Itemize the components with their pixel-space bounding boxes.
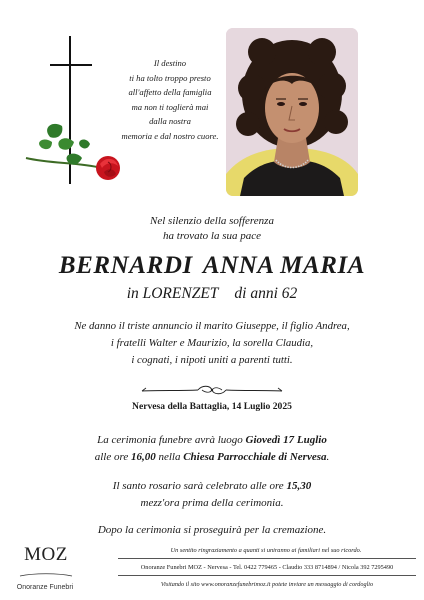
logo-text: MOZ bbox=[24, 544, 68, 565]
announcement-line: Ne danno il triste annuncio il marito Giuseppe, il figlio Andrea, bbox=[74, 320, 350, 332]
ceremony-info bbox=[0, 432, 424, 465]
deceased-surname: BERNARDI bbox=[58, 252, 193, 279]
logo-swash bbox=[14, 573, 78, 578]
moz-logo bbox=[14, 545, 78, 592]
intro-text bbox=[0, 214, 424, 244]
rosary-line bbox=[0, 478, 424, 495]
rosary-text: Il santo rosario sarà celebrato alle ore bbox=[112, 480, 287, 492]
footer-contacts: Onoranze Funebri MOZ - Nervesa - Tel. 0422 779465 - Claudio 333 8714894 / Nicola 392 7295490 bbox=[140, 564, 394, 571]
rosary-info bbox=[0, 478, 424, 511]
ceremony-text: nella bbox=[155, 450, 184, 463]
poem-line: ti ha tolto troppo presto bbox=[129, 72, 211, 83]
ceremony-text: alle ore bbox=[94, 450, 131, 463]
ceremony-time: 16,00 bbox=[130, 450, 156, 463]
poem-line: all'affetto della famiglia bbox=[128, 87, 212, 98]
footer-divider bbox=[118, 558, 416, 559]
logo-subtitle: Onoranze Funebri bbox=[16, 584, 74, 591]
age: di anni 62 bbox=[234, 285, 298, 302]
poem bbox=[100, 56, 240, 144]
ceremony-text: La cerimonia funebre avrà luogo bbox=[97, 434, 246, 446]
announcement-line: i cognati, i nipoti uniti a parenti tutti. bbox=[131, 354, 293, 366]
footer-thanks: Un sentito ringraziamento a quanti si uniranno ai familiari nel suo ricordo. bbox=[170, 547, 362, 554]
footer-divider bbox=[118, 575, 416, 576]
deceased-subtitle bbox=[0, 285, 424, 303]
married-name: in LORENZET bbox=[126, 285, 219, 302]
ceremony-text: . bbox=[326, 450, 330, 463]
announcement bbox=[0, 318, 424, 369]
poem-line: ma non ti toglierà mai bbox=[131, 101, 209, 112]
footer-website-note: Visitando il sito www.onoranzefunebrimoz.it potete inviare un messaggio di cordoglio bbox=[160, 581, 374, 588]
cremation-info: Dopo la cerimonia si proseguirà per la cremazione. bbox=[97, 524, 327, 536]
place-date: Nervesa della Battaglia, 14 Luglio 2025 bbox=[132, 401, 292, 412]
deceased-name bbox=[0, 252, 424, 280]
poem-line: memoria e dal nostro cuore. bbox=[121, 130, 219, 141]
portrait-photo bbox=[226, 28, 358, 196]
rosary-line: mezz'ora prima della cerimonia. bbox=[140, 496, 284, 509]
intro-line: Nel silenzio della sofferenza bbox=[150, 215, 274, 227]
ceremony-church: Chiesa Parrocchiale di Nervesa bbox=[183, 450, 327, 463]
ceremony-line bbox=[0, 432, 424, 449]
rosary-time: 15,30 bbox=[286, 480, 312, 492]
ornamental-divider bbox=[140, 383, 284, 397]
intro-line: ha trovato la sua pace bbox=[163, 230, 261, 242]
announcement-line: i fratelli Walter e Maurizio, la sorella Claudia, bbox=[110, 337, 314, 349]
poem-line: dalla nostra bbox=[149, 116, 191, 127]
ceremony-line bbox=[0, 449, 424, 466]
poem-line: Il destino bbox=[153, 58, 187, 68]
ceremony-date: Giovedì 17 Luglio bbox=[245, 434, 327, 446]
deceased-given-names: ANNA MARIA bbox=[202, 252, 366, 279]
